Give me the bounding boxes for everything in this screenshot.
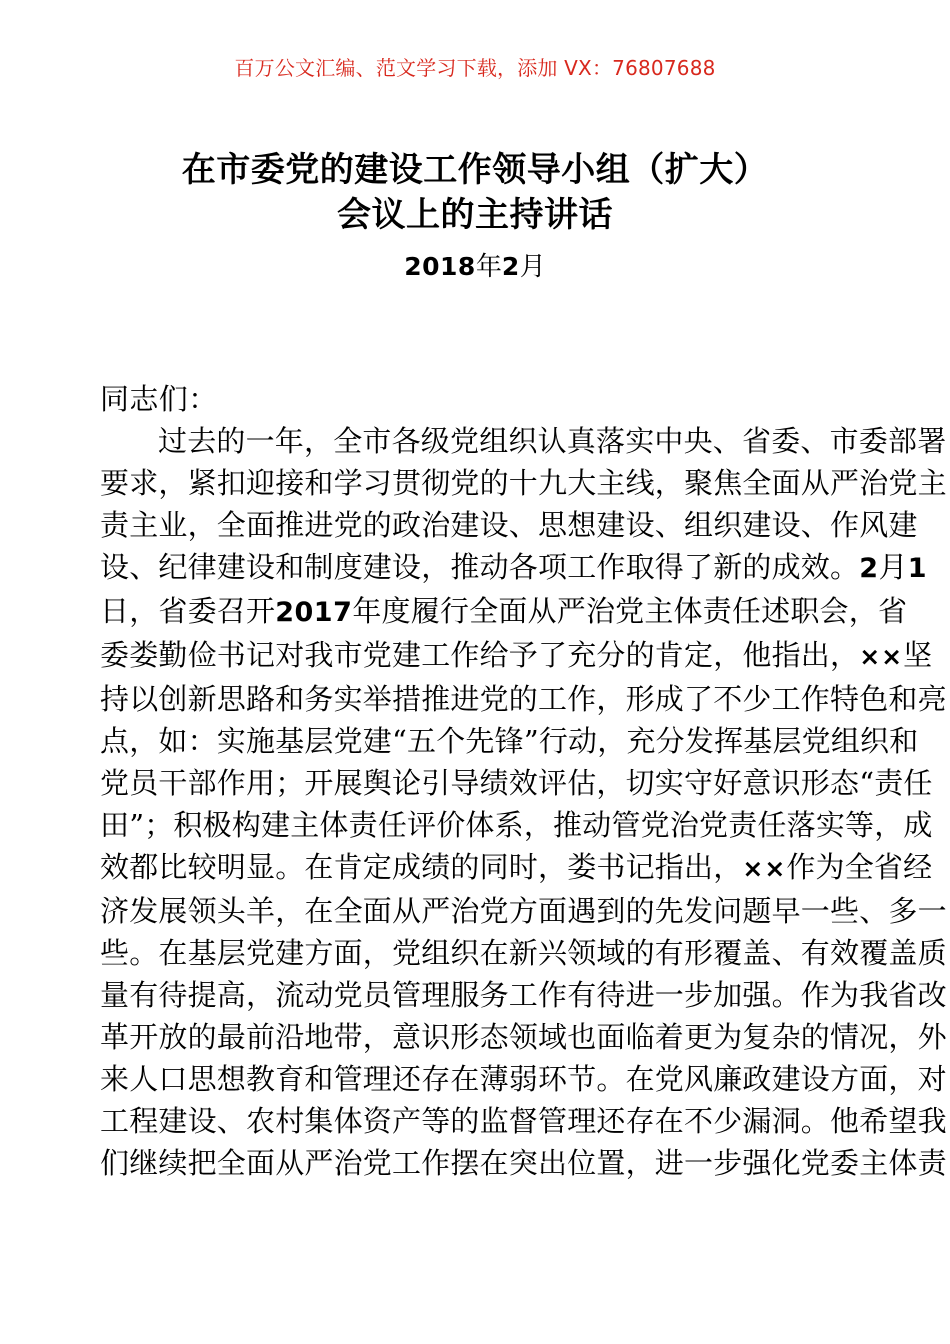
date-year: 2018 bbox=[404, 252, 476, 281]
body-line bbox=[100, 1016, 947, 1058]
text-run: 设、纪律建设和制度建设，推动各项工作取得了新的成效。 bbox=[100, 550, 860, 584]
text-run: 年度履行全面从严治党主体责任述职会，省 bbox=[352, 594, 908, 628]
text-run: 量有待提高，流动党员管理服务工作有待进一步加强。作为我省改 bbox=[100, 978, 947, 1012]
body-line bbox=[100, 678, 947, 720]
text-run: 些。在基层党建方面，党组织在新兴领域的有形覆盖、有效覆盖质 bbox=[100, 936, 947, 970]
body-line bbox=[100, 1142, 947, 1184]
text-run: 济发展领头羊，在全面从严治党方面遇到的先发问题早一些、多一 bbox=[100, 894, 947, 928]
body-line bbox=[100, 420, 947, 462]
text-run: 效都比较明显。在肯定成绩的同时，娄书记指出， bbox=[100, 850, 743, 884]
body-line bbox=[100, 974, 947, 1016]
text-run: 点，如：实施基层党建“五个先锋”行动，充分发挥基层党组织和 bbox=[100, 724, 919, 758]
body-line bbox=[100, 762, 933, 804]
title-line-1: 在市委党的建设工作领导小组（扩大） bbox=[181, 150, 769, 190]
text-run: 月 bbox=[878, 550, 908, 584]
body-paragraph bbox=[100, 420, 947, 1184]
text-run: 作为全省经 bbox=[786, 850, 933, 884]
body-line bbox=[100, 804, 933, 846]
text-run: 们继续把全面从严治党工作摆在突出位置，进一步强化党委主体责 bbox=[100, 1146, 947, 1180]
body-line bbox=[100, 846, 933, 890]
inline-number: 2017 bbox=[275, 597, 353, 628]
text-run: 持以创新思路和务实举措推进党的工作，形成了不少工作特色和亮 bbox=[100, 682, 947, 716]
text-run: 革开放的最前沿地带，意识形态领域也面临着更为复杂的情况，外 bbox=[100, 1020, 947, 1054]
inline-number: 1 bbox=[907, 553, 927, 584]
title-line-2: 会议上的主持讲话 bbox=[337, 195, 613, 235]
text-run: 来人口思想教育和管理还存在薄弱环节。在党风廉政建设方面，对 bbox=[100, 1062, 947, 1096]
text-run: 日，省委召开 bbox=[100, 594, 276, 628]
text-run: 党员干部作用；开展舆论引导绩效评估，切实守好意识形态“责任 bbox=[100, 766, 933, 800]
body-line bbox=[100, 932, 947, 974]
text-run: 要求，紧扣迎接和学习贯彻党的十九大主线，聚焦全面从严治党主 bbox=[100, 466, 947, 500]
body-line bbox=[100, 590, 908, 634]
text-run: 责主业，全面推进党的政治建设、思想建设、组织建设、作风建 bbox=[100, 508, 918, 542]
page-title bbox=[95, 148, 855, 238]
text-run: 工程建设、农村集体资产等的监督管理还存在不少漏洞。他希望我 bbox=[100, 1104, 947, 1138]
salutation: 同志们： bbox=[100, 382, 218, 416]
body-line bbox=[100, 546, 927, 590]
body-line bbox=[100, 1058, 947, 1100]
redacted-name-mark: ×× bbox=[742, 854, 787, 883]
body-line bbox=[100, 462, 947, 504]
body-line bbox=[100, 1100, 947, 1142]
body-line bbox=[100, 634, 933, 678]
document-date bbox=[95, 250, 855, 284]
date-month: 2 bbox=[501, 252, 520, 281]
body-line bbox=[100, 720, 919, 762]
document-body bbox=[100, 378, 947, 1184]
body-line bbox=[100, 504, 918, 546]
inline-number: 2 bbox=[859, 553, 879, 584]
body-line bbox=[100, 890, 947, 932]
text-run: 过去的一年，全市各级党组织认真落实中央、省委、市委部署 bbox=[158, 424, 947, 458]
text-run: 委娄勤俭书记对我市党建工作给予了充分的肯定，他指出， bbox=[100, 638, 860, 672]
promo-banner: 百万公文汇编、范文学习下载，添加 VX：76807688 bbox=[234, 56, 716, 80]
redacted-name-mark: ×× bbox=[859, 642, 904, 671]
date-month-unit: 月 bbox=[519, 252, 546, 282]
text-run: 坚 bbox=[903, 638, 933, 672]
text-run: 田”；积极构建主体责任评价体系，推动管党治党责任落实等，成 bbox=[100, 808, 933, 842]
date-year-unit: 年 bbox=[475, 252, 502, 282]
